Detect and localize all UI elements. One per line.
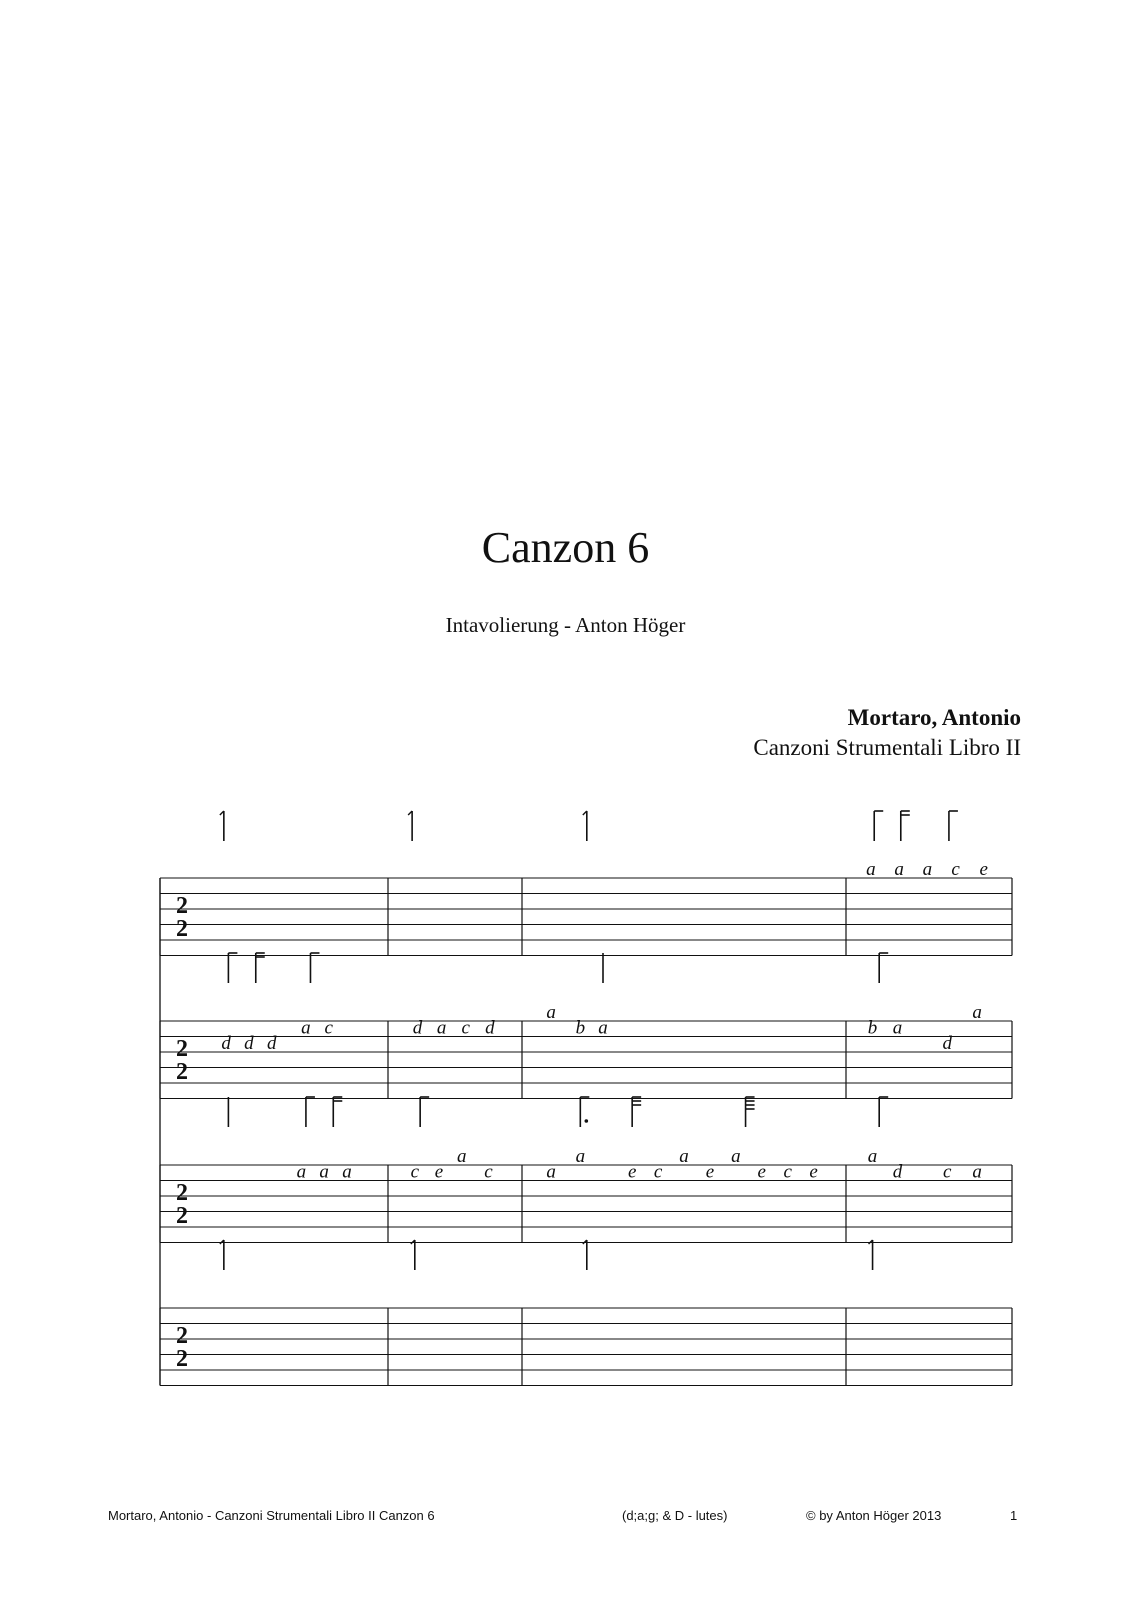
tab-letter-e: e <box>757 1161 766 1183</box>
tab-letter-b: b <box>867 1017 878 1039</box>
tab-letter-a: a <box>301 1017 311 1039</box>
tab-letter-c: c <box>943 1161 952 1183</box>
time-signature-top: 2 <box>176 1035 188 1062</box>
tab-letter-c: c <box>653 1161 663 1183</box>
rhythm-dot <box>585 1119 589 1123</box>
time-signature-top: 2 <box>176 892 188 919</box>
tab-letter-c: c <box>461 1017 470 1039</box>
tab-letter-c: c <box>324 1017 333 1039</box>
tab-letter-a: a <box>456 1146 467 1167</box>
tab-letter-d: d <box>942 1033 953 1054</box>
tab-letter-a: a <box>866 859 876 880</box>
time-signature-top: 2 <box>176 1179 188 1206</box>
time-signature-top: 2 <box>176 1322 188 1349</box>
tab-letter-a: a <box>598 1017 608 1039</box>
tab-letter-d: d <box>485 1017 495 1039</box>
tab-letter-e: e <box>705 1161 715 1183</box>
tab-letter-c: c <box>783 1161 792 1183</box>
tab-letter-d: d <box>892 1161 903 1183</box>
arranger-credit: Intavolierung - Anton Höger <box>445 613 686 637</box>
tab-letter-a: a <box>436 1017 447 1039</box>
page-number: 1 <box>1010 1508 1018 1523</box>
tab-letter-c: c <box>484 1161 493 1183</box>
tab-letter-a: a <box>319 1161 329 1183</box>
tab-letter-c: c <box>410 1161 420 1183</box>
tab-letter-a: a <box>972 1002 982 1023</box>
time-signature-bottom: 2 <box>176 916 188 943</box>
piece-title: Canzon 6 <box>481 523 650 572</box>
tab-letter-b: b <box>575 1017 586 1039</box>
tab-letter-d: d <box>266 1033 277 1054</box>
collection-name: Canzoni Strumentali Libro II <box>753 735 1021 760</box>
tab-letter-a: a <box>731 1146 741 1167</box>
tab-letter-a: a <box>546 1002 556 1023</box>
tab-letter-a: a <box>892 1017 903 1039</box>
time-signature-bottom: 2 <box>176 1203 188 1230</box>
tab-letter-e: e <box>434 1161 444 1183</box>
time-signature-bottom: 2 <box>176 1059 188 1086</box>
tab-letter-e: e <box>979 859 988 880</box>
tab-letter-a: a <box>867 1146 878 1167</box>
footer-copyright: © by Anton Höger 2013 <box>806 1508 942 1523</box>
tab-letter-d: d <box>412 1017 423 1039</box>
tab-letter-a: a <box>679 1146 689 1167</box>
tab-letter-a: a <box>894 859 904 880</box>
footer-source: Mortaro, Antonio - Canzoni Strumentali Libro II Canzon 6 <box>108 1508 435 1523</box>
tab-letter-a: a <box>922 859 933 880</box>
tab-letter-d: d <box>221 1033 231 1054</box>
tab-letter-a: a <box>575 1146 586 1167</box>
tab-letter-e: e <box>809 1161 818 1183</box>
tab-letter-a: a <box>972 1161 982 1183</box>
tab-letter-a: a <box>296 1161 307 1183</box>
time-signature-bottom: 2 <box>176 1346 188 1373</box>
tab-letter-e: e <box>627 1161 637 1183</box>
tab-letter-a: a <box>342 1161 352 1183</box>
tab-letter-d: d <box>244 1033 254 1054</box>
composer-name: Mortaro, Antonio <box>847 705 1021 730</box>
tab-letter-c: c <box>951 859 960 880</box>
footer-tuning: (d;a;g; & D - lutes) <box>622 1508 728 1523</box>
tab-letter-a: a <box>546 1161 556 1183</box>
